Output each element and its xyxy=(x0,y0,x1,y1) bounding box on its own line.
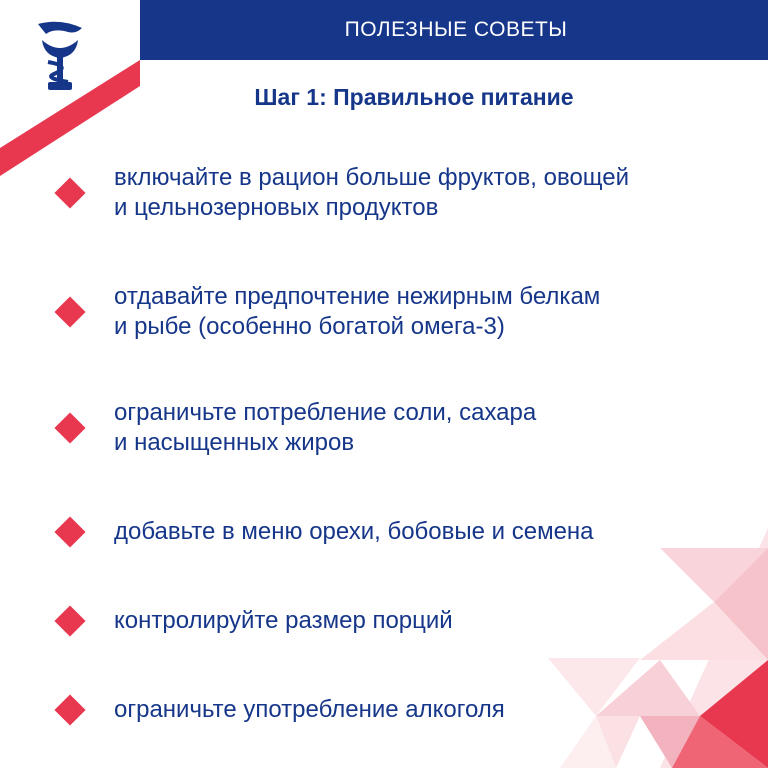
tip-text: контролируйте размер порций xyxy=(114,607,453,634)
diamond-bullet-icon xyxy=(54,605,85,636)
list-item xyxy=(56,603,756,639)
tip-text: отдавайте предпочтение нежирным белкам и рыбе (особенно богатой омега-3) xyxy=(114,283,601,340)
list-item xyxy=(56,514,756,550)
diamond-bullet-icon xyxy=(54,516,85,547)
tip-text: добавьте в меню орехи, бобовые и семена xyxy=(114,518,594,545)
list-item xyxy=(56,282,756,342)
diamond-bullet-icon xyxy=(54,412,85,443)
tip-text: ограничьте употребление алкоголя xyxy=(114,696,505,723)
diamond-bullet-icon xyxy=(54,694,85,725)
bowl-of-hygieia-icon xyxy=(28,16,92,96)
tip-text: включайте в рацион больше фруктов, овощей и цельнозерновых продуктов xyxy=(114,164,630,221)
tip-text: ограничьте потребление соли, сахара и насыщенных жиров xyxy=(114,399,537,456)
list-item xyxy=(56,163,756,223)
header-title: ПОЛЕЗНЫЕ СОВЕТЫ xyxy=(344,18,568,41)
list-item xyxy=(56,398,756,458)
diamond-bullet-icon xyxy=(54,296,85,327)
list-item xyxy=(56,692,756,728)
diamond-bullet-icon xyxy=(54,177,85,208)
step-title: Шаг 1: Правильное питание xyxy=(254,84,574,110)
